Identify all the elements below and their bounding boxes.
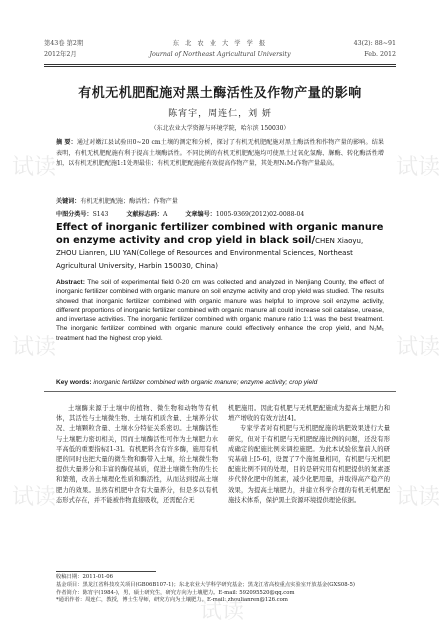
- watermark: 试读: [396, 155, 440, 180]
- affiliation-cn: （东北农业大学资源与环境学院，哈尔滨 150030）: [150, 125, 290, 132]
- authors-cn: 陈宵宇，周连仁，刘 妍: [168, 109, 272, 119]
- article-id: [185, 209, 304, 218]
- footnote-fund: 基金项目：黑龙江省科技攻关项目(GB06B107-1)；东北农业大学科学研究基金；黑龙江省高校重点实验室开放基金(GXS08-5): [56, 581, 355, 588]
- page-range: 43(2): 88~91: [353, 40, 396, 47]
- keywords-cn-text: 有机无机肥配施；酶活性；作物产量: [80, 198, 178, 205]
- abstract-en-text: The soil of experimental field 0-20 cm was collected and analyzed in Nenjiang County, the effect of inorganic fertilizer combined with organic manure on soil enzyme activity and crop yield was studied. The results showed that inorganic fertilizer combined with organic manure was helpful to improve soil enzyme activity, different proportions of inorganic fertilizer combined with organic manure all could increase soil catalase, urease, and invertase activities. The inorganic fertilizer combined with organic manure ratio 1:1 was the best treatment. The inorganic fertilizer combined with organic manure could effectively enhance the crop yield, and N₁M₁ treatment had the highest crop yield.: [56, 279, 384, 342]
- issue-date-en: Feb. 2012: [364, 51, 396, 58]
- keywords-en-label: Key words:: [56, 379, 92, 386]
- footnote-corresponding: *通讯作者：周连仁，教授，博士生导师，研究方向为土壤肥力。E-mail: zhoulianren@126.com: [56, 597, 288, 604]
- watermark: 试读: [12, 155, 57, 180]
- keywords-en: [56, 379, 384, 386]
- clc-value: S143: [92, 211, 109, 218]
- watermark: 试读: [200, 599, 245, 624]
- title-cn: 有机无机肥配施对黑土酶活性及作物产量的影响: [78, 86, 362, 101]
- footnote-rule: [56, 571, 156, 572]
- footnote-author: 作者简介：陈宵宇(1984-)，男，硕士研究生，研究方向为土壤肥力。E-mail: 592095520@qq.com: [56, 589, 295, 596]
- watermark: 试读: [396, 485, 440, 510]
- journal-name-cn: 东 北 农 业 大 学 学 报: [172, 40, 268, 47]
- keywords-cn-label: 关键词：: [56, 198, 81, 205]
- title-en: Effect of inorganic fertilizer combined with organic manure on enzyme activity and crop yield in black soil/: [56, 222, 384, 246]
- abstract-cn: [56, 138, 384, 170]
- body-paragraph: 土壤酶来源于土壤中的植物、微生物和动物等有机体，其活性与土壤微生物、土壤有机质含量、土壤养分状况、土壤颗粒含量、土壤水分特征关系密切。土壤酶活性与土壤肥力密切相关，因而土壤酶活性可作为土壤肥力水平高低的重要指标[1-3]。有机肥料含有许多酶，施用有机肥的同时也把大量的微生物和酶带入土壤，给土壤微生物提供大量养分和丰富的酶促基质，促进土壤微生物的生长和繁殖，改善土壤理化性质和酶活性，从而达到提高土壤肥力的效果。虽然有机肥中含有大量养分，但是多以有机态形式存在，并不能被作物直接吸收，还需配合无: [56, 405, 218, 504]
- body-rule: [44, 391, 396, 392]
- watermark: 试读: [12, 335, 57, 360]
- classification-meta: [56, 209, 384, 218]
- doc-label: 文献标志码：: [126, 211, 163, 218]
- body-paragraph: 专家学者对有机肥与无机肥配施的培肥效果进行大量研究，但对于有机肥与无机肥配施比例的问题，还没有形成确定的配施比例来调控施肥。为此本试验依靠前人的研究基础上[5-6]，设置了7个施氮量相同，有机肥与无机肥配施比例不同的处理，目的是研究用有机肥提供的氮素逐步代替化肥中的氮素，减少化肥用量，并取得高产稳产的效果，为提高土壤肥力，并建立科学合理的有机无机肥配施技术体系，保护黑土资源环境提供理论依据。: [228, 425, 390, 504]
- footnotes: [56, 574, 384, 605]
- abstract-cn-label: 摘 要：: [56, 139, 77, 146]
- watermark: 试读: [12, 485, 57, 510]
- watermark: 试读: [396, 335, 440, 360]
- keywords-en-text: inorganic fertilizer combined with organic manure; enzyme activity; crop yield: [93, 379, 318, 386]
- issue-date: 2012年2月: [44, 51, 77, 58]
- body-column-right: [228, 404, 390, 506]
- abstract-en-label: Abstract:: [56, 279, 85, 286]
- abstract-en: [56, 278, 384, 343]
- clc-label: 中图分类号：: [56, 211, 93, 218]
- footnote-received: 收稿日期：2011-01-06: [56, 574, 114, 580]
- doc-value: A: [162, 211, 168, 218]
- header-rule: [44, 64, 396, 65]
- journal-name-en: Journal of Northeast Agricultural University: [149, 51, 291, 58]
- body-paragraph: 机肥施用。因此有机肥与无机肥配施成为提高土壤肥力和增产增收的有效方法[4]。: [228, 405, 390, 423]
- keywords-cn: [56, 196, 384, 205]
- volume-issue: 第43卷 第2期: [44, 40, 84, 47]
- authors-en: CHEN Xiaoyu, ZHOU Lianren, LIU YAN(College of Resources and Environmental Sciences, Northeast Agricultural University, Harbin 150030, China): [56, 236, 364, 270]
- header-rule-thin: [44, 66, 396, 67]
- id-value: 1005-9369(2012)02-0088-04: [215, 211, 305, 218]
- body-column-left: [56, 404, 218, 506]
- document-code: [126, 209, 167, 218]
- running-head: [44, 40, 396, 64]
- abstract-cn-text: 通过对嫩江县试验田0~20 cm土壤的测定和分析，探讨了有机无机肥配施对黑土酶活性和作物产量的影响。结果表明，有机无机肥配施有利于提高土壤酶活性。不同比例的有机无机肥配施均可使黑土过氧化氢酶、脲酶、转化酶活性增加，以有机无机肥配施1:1处理最佳；有机无机肥配施能有效提高作物产量，其处理N₁M₁作物产量最高。: [56, 139, 384, 167]
- title-en-block: [56, 222, 384, 272]
- id-label: 文章编号：: [185, 211, 216, 218]
- clc-number: [56, 209, 108, 218]
